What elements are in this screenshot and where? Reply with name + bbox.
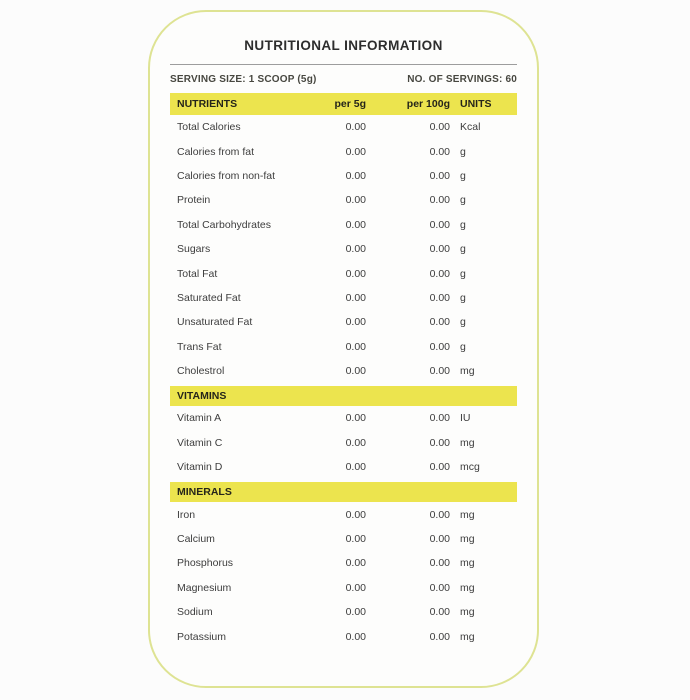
row-nutrient-label: Sodium xyxy=(177,606,213,619)
header-units: UNITS xyxy=(460,98,492,110)
row-unit: g xyxy=(460,145,466,158)
row-per-100g-value: 0.00 xyxy=(429,121,450,134)
row-nutrient-label: Calcium xyxy=(177,533,215,546)
row-per-100g-value: 0.00 xyxy=(429,291,450,304)
row-unit: mg xyxy=(460,581,475,594)
row-nutrient-label: Phosphorus xyxy=(177,557,234,570)
table-header-row xyxy=(170,93,517,115)
header-nutrients: NUTRIENTS xyxy=(177,98,238,110)
row-unit: mg xyxy=(460,436,475,449)
row-nutrient-label: Potassium xyxy=(177,630,227,643)
row-unit: g xyxy=(460,291,466,304)
row-per-5g-value: 0.00 xyxy=(345,267,366,280)
table-row xyxy=(170,115,517,139)
row-per-100g-value: 0.00 xyxy=(429,412,450,425)
row-nutrient-label: Unsaturated Fat xyxy=(177,316,253,329)
row-unit: g xyxy=(460,316,466,329)
row-per-5g-value: 0.00 xyxy=(345,194,366,207)
row-nutrient-label: Saturated Fat xyxy=(177,291,241,304)
row-unit: mg xyxy=(460,508,475,521)
row-per-100g-value: 0.00 xyxy=(429,365,450,378)
row-per-100g-value: 0.00 xyxy=(429,145,450,158)
row-unit: g xyxy=(460,340,466,353)
row-unit: mg xyxy=(460,533,475,546)
nutrition-label-card xyxy=(148,10,539,688)
row-unit: mg xyxy=(460,557,475,570)
row-nutrient-label: Trans Fat xyxy=(177,340,222,353)
row-unit: mg xyxy=(460,365,475,378)
row-per-5g-value: 0.00 xyxy=(345,291,366,304)
table-row xyxy=(170,455,517,479)
row-nutrient-label: Calories from non-fat xyxy=(177,169,276,182)
table-row xyxy=(170,310,517,334)
row-nutrient-label: Vitamin A xyxy=(177,412,222,425)
row-per-100g-value: 0.00 xyxy=(429,557,450,570)
table-row xyxy=(170,237,517,261)
row-per-100g-value: 0.00 xyxy=(429,267,450,280)
row-nutrient-label: Cholestrol xyxy=(177,365,225,378)
row-nutrient-label: Protein xyxy=(177,194,211,207)
row-per-100g-value: 0.00 xyxy=(429,508,450,521)
section-header-label: MINERALS xyxy=(177,486,232,499)
row-per-100g-value: 0.00 xyxy=(429,316,450,329)
row-per-5g-value: 0.00 xyxy=(345,581,366,594)
row-per-5g-value: 0.00 xyxy=(345,412,366,425)
table-row xyxy=(170,431,517,455)
row-per-5g-value: 0.00 xyxy=(345,243,366,256)
servings-count-label: NO. OF SERVINGS: 60 xyxy=(407,73,517,85)
row-per-100g-value: 0.00 xyxy=(429,194,450,207)
table-row xyxy=(170,164,517,188)
row-per-100g-value: 0.00 xyxy=(429,169,450,182)
row-per-100g-value: 0.00 xyxy=(429,606,450,619)
row-unit: g xyxy=(460,194,466,207)
table-row xyxy=(170,600,517,624)
row-nutrient-label: Total Calories xyxy=(177,121,241,134)
table-row xyxy=(170,624,517,648)
row-per-5g-value: 0.00 xyxy=(345,169,366,182)
row-nutrient-label: Calories from fat xyxy=(177,145,255,158)
serving-info-row xyxy=(170,65,517,93)
row-unit: g xyxy=(460,243,466,256)
row-per-5g-value: 0.00 xyxy=(345,436,366,449)
row-unit: Kcal xyxy=(460,121,481,134)
row-per-5g-value: 0.00 xyxy=(345,340,366,353)
row-nutrient-label: Magnesium xyxy=(177,581,232,594)
row-per-100g-value: 0.00 xyxy=(429,581,450,594)
row-nutrient-label: Sugars xyxy=(177,243,211,256)
section-header-label: VITAMINS xyxy=(177,390,227,403)
section-header-bar xyxy=(170,386,517,406)
table-row xyxy=(170,527,517,551)
row-unit: mg xyxy=(460,606,475,619)
row-per-100g-value: 0.00 xyxy=(429,340,450,353)
row-unit: g xyxy=(460,169,466,182)
row-nutrient-label: Vitamin C xyxy=(177,436,223,449)
row-per-5g-value: 0.00 xyxy=(345,218,366,231)
row-nutrient-label: Total Carbohydrates xyxy=(177,218,271,231)
table-row xyxy=(170,335,517,359)
table-row xyxy=(170,551,517,575)
table-row xyxy=(170,406,517,430)
row-unit: mg xyxy=(460,630,475,643)
table-row xyxy=(170,261,517,285)
table-row xyxy=(170,286,517,310)
row-per-5g-value: 0.00 xyxy=(345,630,366,643)
row-unit: g xyxy=(460,267,466,280)
header-per-100g: per 100g xyxy=(406,98,450,110)
table-row xyxy=(170,213,517,237)
table-row xyxy=(170,359,517,383)
table-row xyxy=(170,188,517,212)
row-per-100g-value: 0.00 xyxy=(429,630,450,643)
row-per-5g-value: 0.00 xyxy=(345,365,366,378)
row-per-100g-value: 0.00 xyxy=(429,243,450,256)
table-row xyxy=(170,139,517,163)
row-per-100g-value: 0.00 xyxy=(429,533,450,546)
section-header-bar xyxy=(170,482,517,502)
row-unit: IU xyxy=(460,412,471,425)
row-unit: g xyxy=(460,218,466,231)
row-per-5g-value: 0.00 xyxy=(345,533,366,546)
page-title: NUTRITIONAL INFORMATION xyxy=(244,38,443,53)
header-per-5g: per 5g xyxy=(334,98,366,110)
row-per-5g-value: 0.00 xyxy=(345,461,366,474)
row-per-5g-value: 0.00 xyxy=(345,606,366,619)
row-per-5g-value: 0.00 xyxy=(345,508,366,521)
table-row xyxy=(170,502,517,526)
row-per-5g-value: 0.00 xyxy=(345,316,366,329)
row-unit: mcg xyxy=(460,461,480,474)
row-nutrient-label: Iron xyxy=(177,508,196,521)
row-per-5g-value: 0.00 xyxy=(345,557,366,570)
row-per-100g-value: 0.00 xyxy=(429,461,450,474)
row-per-5g-value: 0.00 xyxy=(345,121,366,134)
serving-size-label: SERVING SIZE: 1 SCOOP (5g) xyxy=(170,73,317,85)
row-nutrient-label: Total Fat xyxy=(177,267,218,280)
table-row xyxy=(170,576,517,600)
table-body xyxy=(170,115,517,649)
row-per-100g-value: 0.00 xyxy=(429,218,450,231)
row-per-5g-value: 0.00 xyxy=(345,145,366,158)
row-per-100g-value: 0.00 xyxy=(429,436,450,449)
row-nutrient-label: Vitamin D xyxy=(177,461,223,474)
